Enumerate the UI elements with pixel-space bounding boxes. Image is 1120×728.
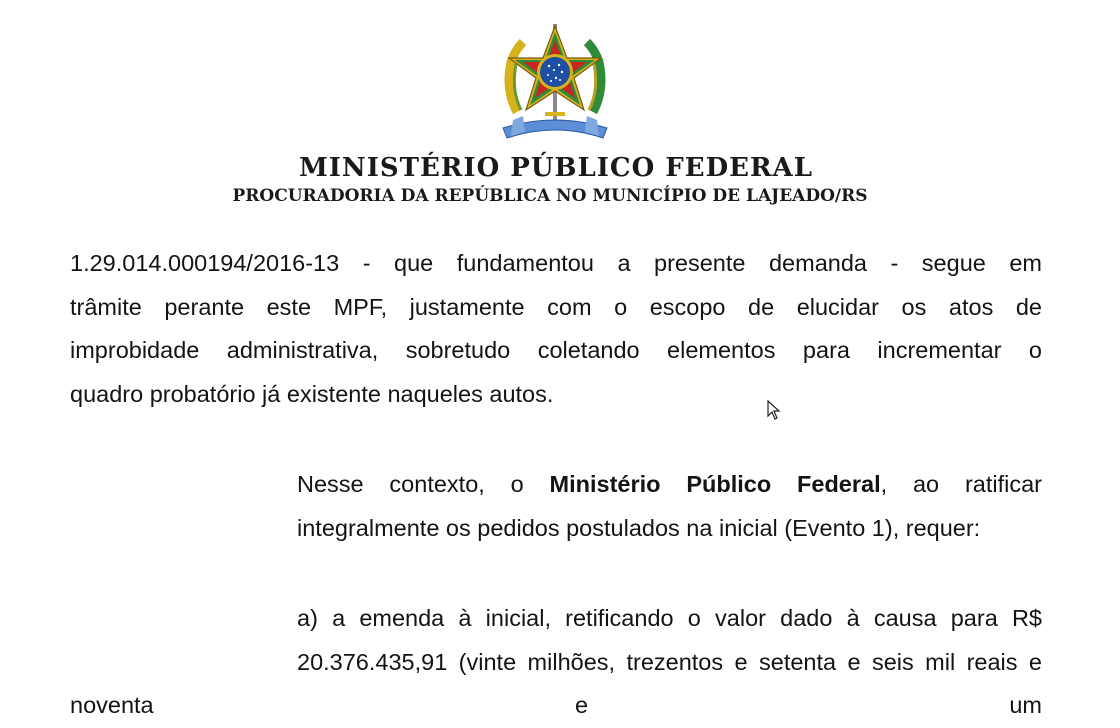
mouse-pointer-icon: [767, 400, 781, 422]
mpf-bold-name: Ministério Público Federal: [549, 471, 881, 497]
paragraph-2-line-2: integralmente os pedidos postulados na inicial (Evento 1), requer:: [297, 514, 981, 541]
header-subtitle: PROCURADORIA DA REPÚBLICA NO MUNICÍPIO DE LAJEADO/RS: [232, 186, 868, 206]
paragraph-3: [70, 597, 1042, 728]
paragraph-3-line-1: a) a emenda à inicial, retificando o valor dado à causa para R$: [297, 605, 1042, 631]
header-title: MINISTÉRIO PÚBLICO FEDERAL: [298, 153, 814, 183]
paragraph-2: [70, 463, 1042, 550]
paragraph-2-line-1-post: , ao ratificar: [880, 471, 1042, 497]
paragraph-1-line-1: 1.29.014.000194/2016-13 - que fundamentou a presente demanda - segue em: [70, 250, 1042, 276]
paragraph-2-line-1-pre: Nesse contexto, o: [297, 471, 550, 497]
paragraph-2-line-1: [70, 463, 1042, 507]
paragraph-1: [70, 242, 1042, 416]
paragraph-1-line-2: trâmite perante este MPF, justamente com o escopo de elucidar os atos de: [70, 293, 1042, 320]
paragraph-1-line-3: improbidade administrativa, sobretudo coletando elementos para incrementar o: [70, 337, 1042, 363]
paragraph-3-line-2: 20.376.435,91 (vinte milhões, trezentos e setenta e seis mil reais e noventa e um: [70, 648, 1042, 718]
coat-of-arms-emblem: [499, 20, 611, 144]
paragraph-1-line-4: quadro probatório já existente naqueles autos.: [70, 380, 554, 407]
